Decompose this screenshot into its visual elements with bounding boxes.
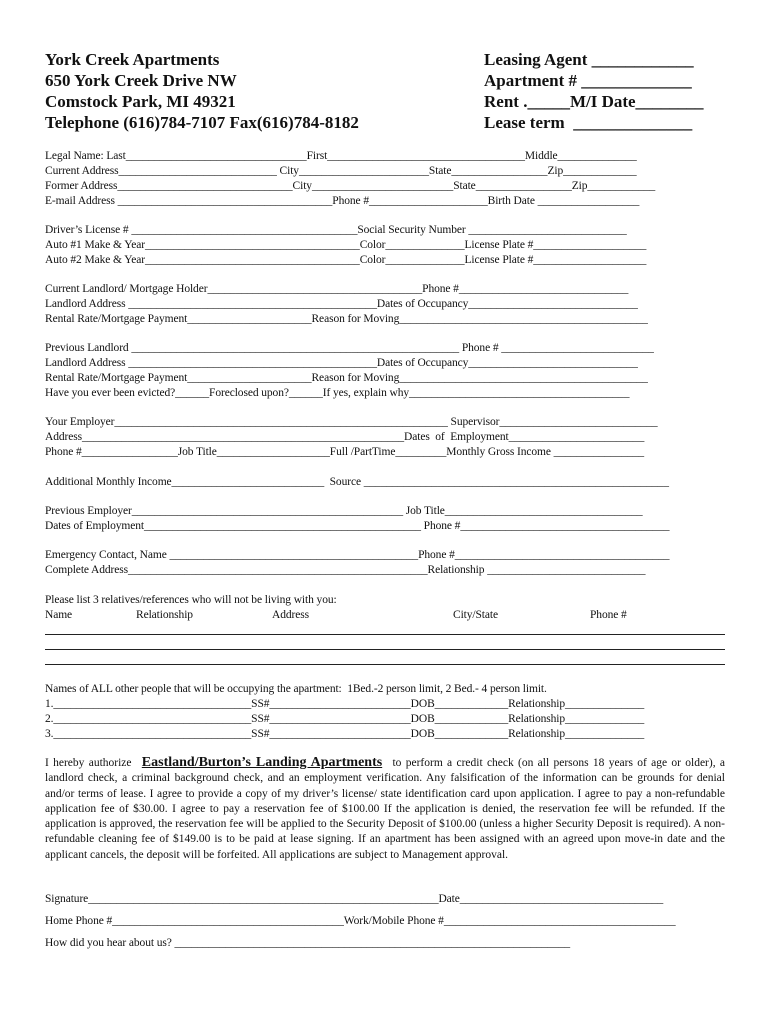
lease-term-field[interactable]: Lease term ______________ bbox=[484, 113, 693, 132]
authorization-terms: to perform a credit check (on all persons 18 years of age or older), a landlord check, a criminal background check, and an employment verification. Any falsification of the information can be grounds for denial and/or terms of lease. I agree to provide a copy of my driver’s license/ state identification card upon application. I agree to pay a non-refundable application fee of $30.00. I agree to pay a reservation fee of $100.00 If the application is denied, the reservation fee will be refunded. If the application is approved, the reservation fee will be applied to the Security Deposit of $100.00 (unless a higher Security Deposit is required). A non-refundable cleaning fee of $149.00 is to be paid at lease signing. If an apartment has been assigned with an agreed upon move-in date and the applicant cancels, the deposit will be forfeited. All applications are subject to Management approval. bbox=[45, 757, 725, 861]
signature-date-line[interactable]: Signature______________________________________________________________Date____________________________________ bbox=[45, 893, 664, 905]
additional-income-line[interactable]: Additional Monthly Income___________________________ Source ______________________________________________________ bbox=[45, 476, 669, 488]
employer-line[interactable]: Your Employer___________________________________________________________ Supervisor____________________________ bbox=[45, 416, 658, 428]
previous-rental-rate-line[interactable]: Rental Rate/Mortgage Payment______________________Reason for Moving____________________________________________ bbox=[45, 372, 648, 384]
email-phone-birthdate-line[interactable]: E-mail Address ______________________________________Phone #_____________________Birth Date __________________ bbox=[45, 195, 640, 207]
column-address: Address bbox=[272, 609, 309, 621]
occupant-line-1[interactable]: 1.___________________________________SS#_________________________DOB_____________Relationship______________ bbox=[45, 698, 645, 710]
occupant-line-2[interactable]: 2.___________________________________SS#_________________________DOB_____________Relationship______________ bbox=[45, 713, 645, 725]
office-use-header bbox=[484, 49, 704, 133]
home-work-phone-line[interactable]: Home Phone #_________________________________________Work/Mobile Phone #_________________________________________ bbox=[45, 915, 676, 927]
current-landlord-line[interactable]: Current Landlord/ Mortgage Holder______________________________________Phone #______________________________ bbox=[45, 283, 629, 295]
column-city-state: City/State bbox=[453, 609, 499, 621]
previous-landlord-address-line[interactable]: Landlord Address ____________________________________________Dates of Occupancy______________________________ bbox=[45, 357, 638, 369]
authorization-paragraph bbox=[45, 755, 725, 863]
occupant-line-3[interactable]: 3.___________________________________SS#_________________________DOB_____________Relationship______________ bbox=[45, 728, 645, 740]
referral-source-line[interactable]: How did you hear about us? ______________________________________________________________________ bbox=[45, 937, 571, 949]
auto2-line[interactable]: Auto #2 Make & Year______________________________________Color______________License Plate #____________________ bbox=[45, 254, 647, 266]
reference-row-3[interactable] bbox=[45, 664, 725, 665]
reference-row-1[interactable] bbox=[45, 634, 725, 635]
column-phone: Phone # bbox=[590, 609, 627, 621]
emergency-address-line[interactable]: Complete Address_____________________________________________________Relationship ____________________________ bbox=[45, 564, 646, 576]
legal-name-line[interactable]: Legal Name: Last________________________________First___________________________________Middle______________ bbox=[45, 150, 637, 162]
occupants-intro: Names of ALL other people that will be occupying the apartment: 1Bed.-2 person limit, 2 Bed.- 4 person limit. bbox=[45, 683, 547, 695]
previous-employer-line[interactable]: Previous Employer________________________________________________ Job Title___________________________________ bbox=[45, 505, 643, 517]
reference-row-2[interactable] bbox=[45, 649, 725, 650]
employer-phone-line[interactable]: Phone #_________________Job Title____________________Full /PartTime_________Monthly Gross Income ________________ bbox=[45, 446, 645, 458]
current-address-line[interactable]: Current Address____________________________ City_______________________State_________________Zip_____________ bbox=[45, 165, 637, 177]
auto1-line[interactable]: Auto #1 Make & Year______________________________________Color______________License Plate #____________________ bbox=[45, 239, 647, 251]
leasing-agent-field[interactable]: Leasing Agent ____________ bbox=[484, 50, 694, 69]
property-name: York Creek Apartments bbox=[45, 50, 220, 69]
eviction-line[interactable]: Have you ever been evicted?______Foreclosed upon?______If yes, explain why_______________________________________ bbox=[45, 387, 630, 399]
column-relationship: Relationship bbox=[136, 609, 193, 621]
column-name: Name bbox=[45, 609, 73, 621]
property-phone-fax: Telephone (616)784-7107 Fax(616)784-8182 bbox=[45, 113, 359, 132]
emergency-contact-line[interactable]: Emergency Contact, Name ____________________________________________Phone #______________________________________ bbox=[45, 549, 670, 561]
previous-employment-dates-line[interactable]: Dates of Employment_________________________________________________ Phone #_____________________________________ bbox=[45, 520, 670, 532]
property-street: 650 York Creek Drive NW bbox=[45, 71, 237, 90]
rent-move-in-date-field[interactable]: Rent ._____M/I Date________ bbox=[484, 92, 704, 111]
former-address-line[interactable]: Former Address_______________________________City_________________________State_________________Zip____________ bbox=[45, 180, 656, 192]
authorized-company: Eastland/Burton’s Landing Apartments bbox=[141, 755, 383, 770]
relatives-intro: Please list 3 relatives/references who will not be living with you: bbox=[45, 594, 337, 606]
drivers-license-ssn-line[interactable]: Driver’s License # ________________________________________Social Security Number ____________________________ bbox=[45, 224, 627, 236]
current-landlord-address-line[interactable]: Landlord Address ____________________________________________Dates of Occupancy______________________________ bbox=[45, 298, 638, 310]
property-city: Comstock Park, MI 49321 bbox=[45, 92, 236, 111]
apartment-number-field[interactable]: Apartment # _____________ bbox=[484, 71, 692, 90]
previous-landlord-line[interactable]: Previous Landlord __________________________________________________________ Phone # ___________________________ bbox=[45, 342, 654, 354]
authorization-intro: I hereby authorize bbox=[45, 757, 132, 769]
employer-address-line[interactable]: Address_________________________________________________________Dates of Employment________________________ bbox=[45, 431, 645, 443]
property-header bbox=[45, 49, 359, 133]
current-rental-rate-line[interactable]: Rental Rate/Mortgage Payment______________________Reason for Moving____________________________________________ bbox=[45, 313, 648, 325]
